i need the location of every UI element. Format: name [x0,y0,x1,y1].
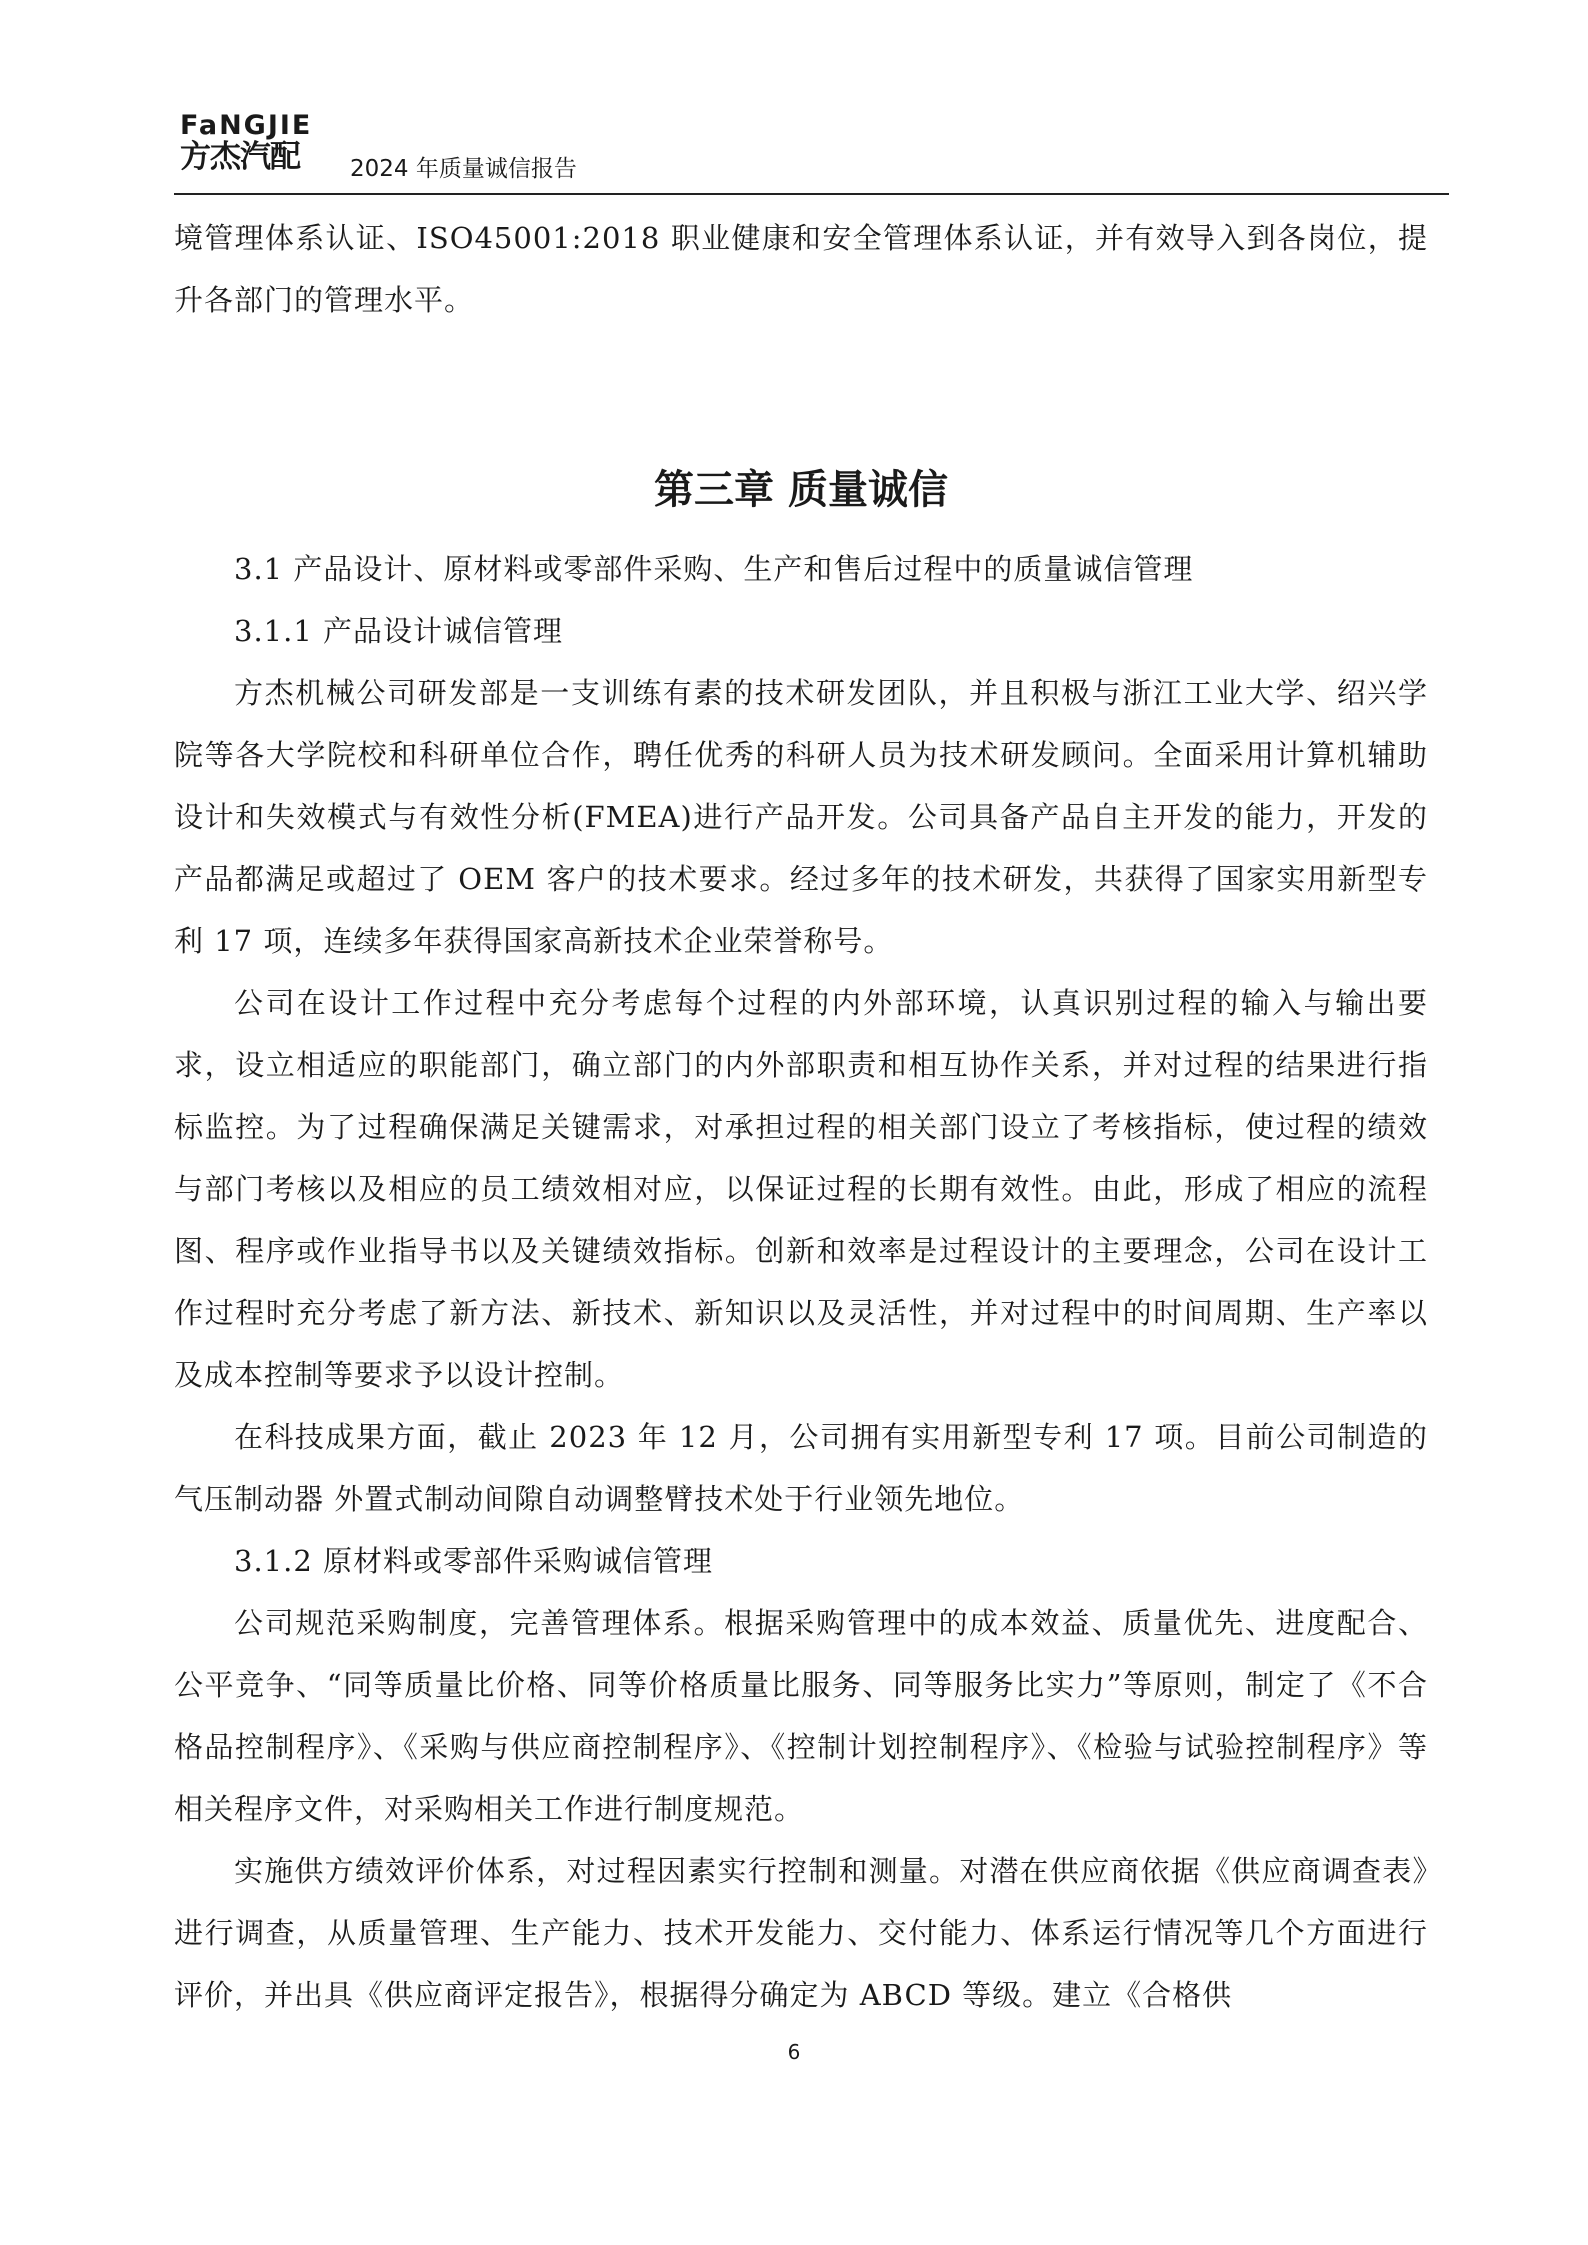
paragraph-design-process: 公司在设计工作过程中充分考虑每个过程的内外部环境，认真识别过程的输入与输出要求，设立相适应的职能部门，确立部门的内外部职责和相互协作关系，并对过程的结果进行指标监控。为了过程确保满足关键需求，对承担过程的相关部门设立了考核指标，使过程的绩效与部门考核以及相应的员工绩效相对应，以保证过程的长期有效性。由此，形成了相应的流程图、程序或作业指导书以及关键绩效指标。创新和效率是过程设计的主要理念，公司在设计工作过程时充分考虑了新方法、新技术、新知识以及灵活性，并对过程中的时间周期、生产率以及成本控制等要求予以设计控制。 [174,986,1428,1392]
chapter-title: 第三章 质量诚信 [654,467,948,513]
paragraph-purchase-rules: 公司规范采购制度，完善管理体系。根据采购管理中的成本效益、质量优先、进度配合、公平竞争、“同等质量比价格、同等价格质量比服务、同等服务比实力”等原则，制定了《不合格品控制程序》、《采购与供应商控制程序》、《控制计划控制程序》、《检验与试验控制程序》等相关程序文件，对采购相关工作进行制度规范。 [174,1606,1428,1826]
section-heading-3-1-1: 3.1.1 产品设计诚信管理 [234,614,564,648]
continuation-paragraph: 境管理体系认证、ISO45001:2018 职业健康和安全管理体系认证，并有效导入到各岗位，提升各部门的管理水平。 [174,221,1428,317]
header-divider [174,193,1449,195]
company-logo [180,112,350,174]
paragraph-supplier-evaluation: 实施供方绩效评价体系，对过程因素实行控制和测量。对潜在供应商依据《供应商调查表》进行调查，从质量管理、生产能力、技术开发能力、交付能力、体系运行情况等几个方面进行评价，并出具《供应商评定报告》，根据得分确定为 ABCD 等级。建立《合格供 [174,1854,1428,2012]
paragraph-tech-achievements: 在科技成果方面，截止 2023 年 12 月，公司拥有实用新型专利 17 项。目前公司制造的气压制动器 外置式制动间隙自动调整臂技术处于行业领先地位。 [174,1420,1428,1516]
paragraph-design-team: 方杰机械公司研发部是一支训练有素的技术研发团队，并且积极与浙江工业大学、绍兴学院等各大学院校和科研单位合作，聘任优秀的科研人员为技术研发顾问。全面采用计算机辅助设计和失效模式与有效性分析(FMEA)进行产品开发。公司具备产品自主开发的能力，开发的产品都满足或超过了 OEM 客户的技术要求。经过多年的技术研发，共获得了国家实用新型专利 17 项，连续多年获得国家高新技术企业荣誉称号。 [174,676,1428,958]
report-title: 2024 年质量诚信报告 [350,156,577,182]
logo-latin-text: FaNGJIE [180,110,313,141]
section-heading-3-1-2: 3.1.2 原材料或零部件采购诚信管理 [234,1544,714,1578]
logo-chinese-text: 方杰汽配 [180,139,300,175]
page-number: 6 [787,2040,801,2064]
section-heading-3-1: 3.1 产品设计、原材料或零部件采购、生产和售后过程中的质量诚信管理 [234,552,1194,586]
